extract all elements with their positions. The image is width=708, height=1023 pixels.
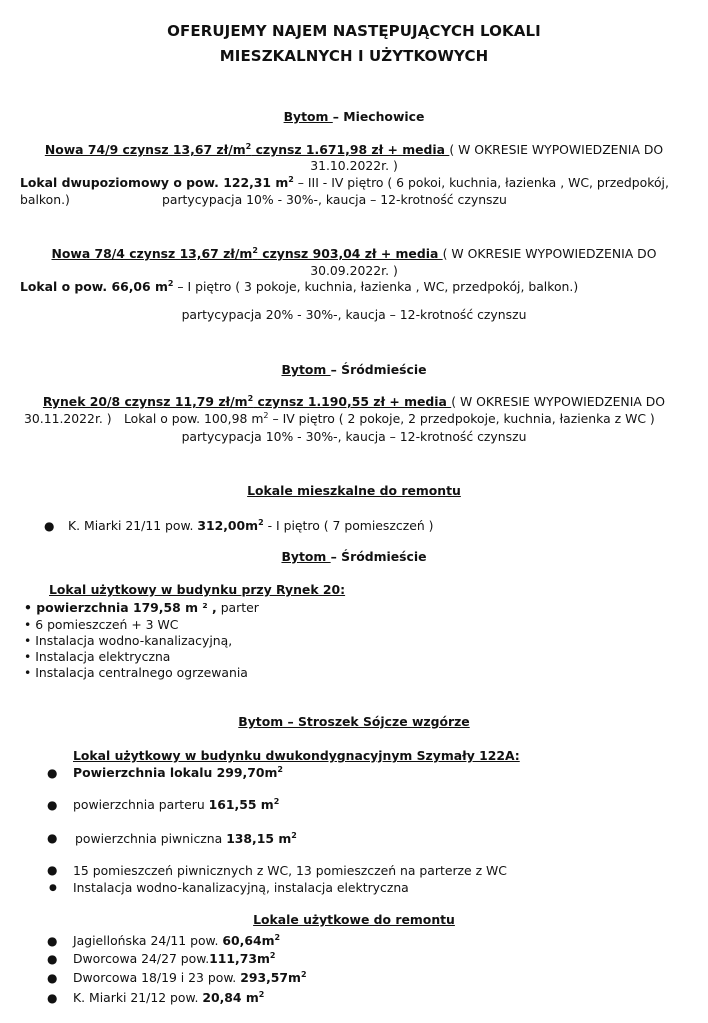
commercial-rynek-20-heating: • Instalacja centralnego ogrzewania: [24, 665, 248, 680]
commercial-rynek-20-area: • powierzchnia 179,58 m ² , parter: [24, 600, 259, 615]
list-item-dworcowa-24: Dworcowa 24/27 $pow.111,73m^2$: [73, 951, 276, 966]
offer-nowa-74-note: 31.10.2022r. ): [310, 158, 398, 173]
bullet-dot: ●: [44, 519, 55, 533]
section-heading-stroszek: Bytom – Stroszek Sójcze wzgórze: [238, 714, 470, 729]
commercial-szymaly-total-area: Powierzchnia lokalu $299,70m^2$: [73, 765, 283, 780]
list-item-miarki-21-12: K. Miarki 21/12 pow. 20,84 $m^2$: [73, 990, 265, 1005]
offer-nowa-78-note: 30.09.2022r. ): [310, 263, 398, 278]
list-item-residential-renovation: K. Miarki 21/11 pow. $312,00m^2$ - I piętro ( 7 pomieszczeń ): [68, 518, 434, 533]
bullet-dot: ●: [47, 831, 58, 845]
offer-nowa-74-description-cont: balkon.): [20, 192, 70, 207]
list-item-dworcowa-18: Dworcowa 18/19 i 23 pow. $293,57m^2$: [73, 970, 307, 985]
bullet-dot: ●: [47, 952, 58, 966]
bullet-dot: ●: [47, 766, 58, 780]
offer-nowa-74-description: Lokal dwupoziomowy o pow. 122,31 $m^2$ – III - IV piętro ( 6 pokoi, kuchnia, łazienka , WC, przedpokój,: [20, 175, 669, 190]
bullet-dot: ●: [47, 798, 58, 812]
commercial-szymaly-rooms: 15 pomieszczeń piwnicznych z WC, 13 pomieszczeń na parterze z WC: [73, 863, 507, 878]
section-heading-residential-renovation: Lokale mieszkalne do remontu: [247, 483, 461, 498]
offer-nowa-74-header: Nowa 74/9 czynsz 13,67 $zł/m^2$ czynsz 1.671,98 zł + media ( W OKRESIE WYPOWIEDZENIA DO: [44, 142, 664, 157]
offer-rynek-20-description: Lokal o pow. 100,98 $m^2$ – IV piętro ( 2 pokoje, 2 przedpokoje, kuchnia, łazienka z WC ): [124, 411, 655, 426]
commercial-rynek-20-plumbing: • Instalacja wodno-kanalizacyjną,: [24, 633, 233, 648]
offer-nowa-74-conditions: partycypacja 10% - 30%-, kaucja – 12-krotność czynszu: [162, 192, 507, 207]
commercial-szymaly-installations: Instalacja wodno-kanalizacyjną, instalacja elektryczna: [73, 880, 409, 895]
bullet-dot: ●: [47, 863, 58, 877]
list-item-jagiellonska: Jagiellońska 24/11 pow. $60,64m^2$: [73, 933, 281, 948]
bullet-dot: ●: [49, 883, 57, 893]
commercial-szymaly-basement-area: powierzchnia piwniczna 138,15 $m^2$: [75, 831, 297, 846]
offer-rynek-20-note: 30.11.2022r. ): [24, 411, 112, 426]
commercial-rynek-20-rooms: • 6 pomieszczeń + 3 WC: [24, 617, 179, 632]
page-title-line-2: MIESZKALNYCH I UŻYTKOWYCH: [219, 47, 489, 65]
offer-nowa-78-header: Nowa 78/4 czynsz 13,67 $zł/m^2$ czynsz 903,04 zł + media ( W OKRESIE WYPOWIEDZENIA DO: [51, 246, 657, 261]
offer-rynek-20-header: Rynek 20/8 czynsz 11,79 $zł/m^2$ czynsz 1.190,55 zł + media ( W OKRESIE WYPOWIEDZENIA DO: [42, 394, 666, 409]
commercial-szymaly-ground-floor-area: powierzchnia parteru 161,55 $m^2$: [73, 797, 280, 812]
section-heading-srodmiescie: Bytom – Śródmieście: [281, 362, 427, 377]
section-heading-miechowice: Bytom – Miechowice: [283, 109, 425, 124]
section-heading-commercial-renovation: Lokale użytkowe do remontu: [253, 912, 455, 927]
commercial-rynek-20-heading: Lokal użytkowy w budynku przy Rynek 20:: [49, 582, 346, 597]
offer-nowa-78-description: Lokal o pow. 66,06 $m^2$ – I piętro ( 3 pokoje, kuchnia, łazienka , WC, przedpokój, balkon.): [20, 279, 579, 294]
page-title-line-1: OFERUJEMY NAJEM NASTĘPUJĄCYCH LOKALI: [167, 22, 541, 40]
section-heading-srodmiescie-commercial: Bytom – Śródmieście: [281, 549, 427, 564]
bullet-dot: ●: [47, 991, 58, 1005]
offer-nowa-78-conditions: partycypacja 20% - 30%-, kaucja – 12-krotność czynszu: [181, 307, 527, 322]
commercial-szymaly-heading: Lokal użytkowy w budynku dwukondygnacyjnym Szymały 122A:: [73, 748, 520, 763]
offer-rynek-20-conditions: partycypacja 10% - 30%-, kaucja – 12-krotność czynszu: [181, 429, 527, 444]
bullet-dot: ●: [47, 971, 58, 985]
commercial-rynek-20-electric: • Instalacja elektryczna: [24, 649, 171, 664]
bullet-dot: ●: [47, 934, 58, 948]
